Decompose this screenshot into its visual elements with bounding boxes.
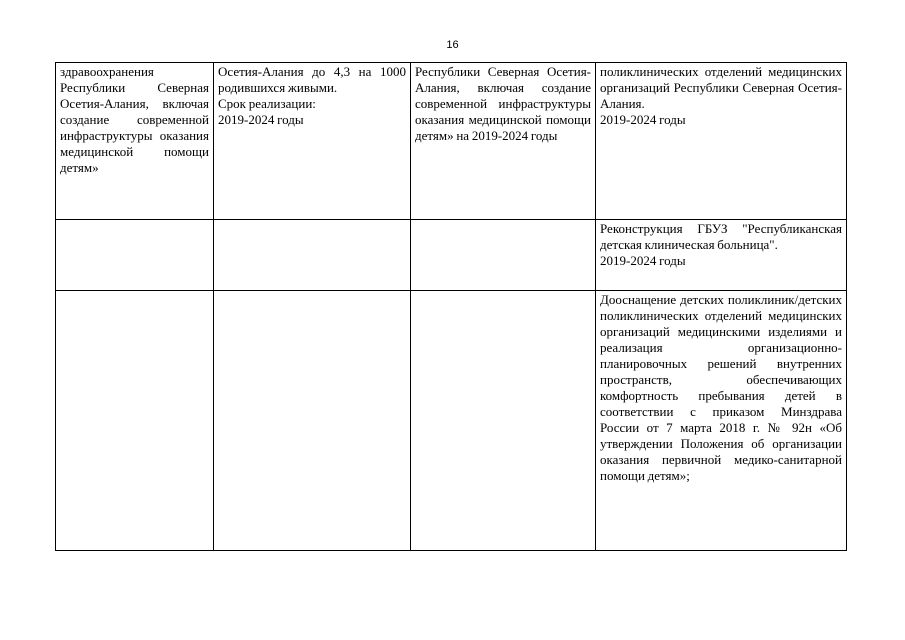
table-cell-regional-project bbox=[411, 63, 596, 220]
measures-table bbox=[55, 62, 847, 551]
table-cell-empty bbox=[214, 291, 411, 551]
table-cell-empty bbox=[411, 220, 596, 291]
table-cell-target-indicator bbox=[214, 63, 411, 220]
table-cell-empty bbox=[411, 291, 596, 551]
cell-text: поликлинических отделений медицинских организаций Республики Северная Осетия-Алания. 2019-2024 годы bbox=[600, 64, 842, 127]
cell-text: Осетия-Алания до 4,3 на 1000 родившихся живыми. Срок реализации: 2019-2024 годы bbox=[218, 64, 406, 127]
table-cell-empty bbox=[214, 220, 411, 291]
cell-text: Реконструкция ГБУЗ "Республиканская детская клиническая больница". 2019-2024 годы bbox=[600, 221, 842, 268]
table-cell-measure bbox=[596, 220, 847, 291]
table-cell-measure bbox=[596, 63, 847, 220]
table-cell-program-name bbox=[56, 63, 214, 220]
table-cell-empty bbox=[56, 291, 214, 551]
table-row bbox=[56, 291, 847, 551]
cell-text: здравоохранения Республики Северная Осетия-Алания, включая создание современной инфраструктуры оказания медицинской помощи детям» bbox=[60, 64, 209, 175]
table-row bbox=[56, 220, 847, 291]
cell-text: Республики Северная Осетия-Алания, включая создание современной инфраструктуры оказания медицинской помощи детям» на 2019-2024 годы bbox=[415, 64, 591, 143]
cell-text: Дооснащение детских поликлиник/детских поликлинических отделений медицинских организаций медицинскими изделиями и реализация организационно-планировочных решений внутренних пространств, обеспечивающих комфортность пребывания детей в соответствии с приказом Минздрава России от 7 марта 2018 г. № 92н «Об утверждении Положения об организации оказания первичной медико-санитарной помощи детям»; bbox=[600, 292, 842, 483]
table-cell-measure bbox=[596, 291, 847, 551]
table-row bbox=[56, 63, 847, 220]
page-number: 16 bbox=[446, 39, 459, 51]
table-cell-empty bbox=[56, 220, 214, 291]
